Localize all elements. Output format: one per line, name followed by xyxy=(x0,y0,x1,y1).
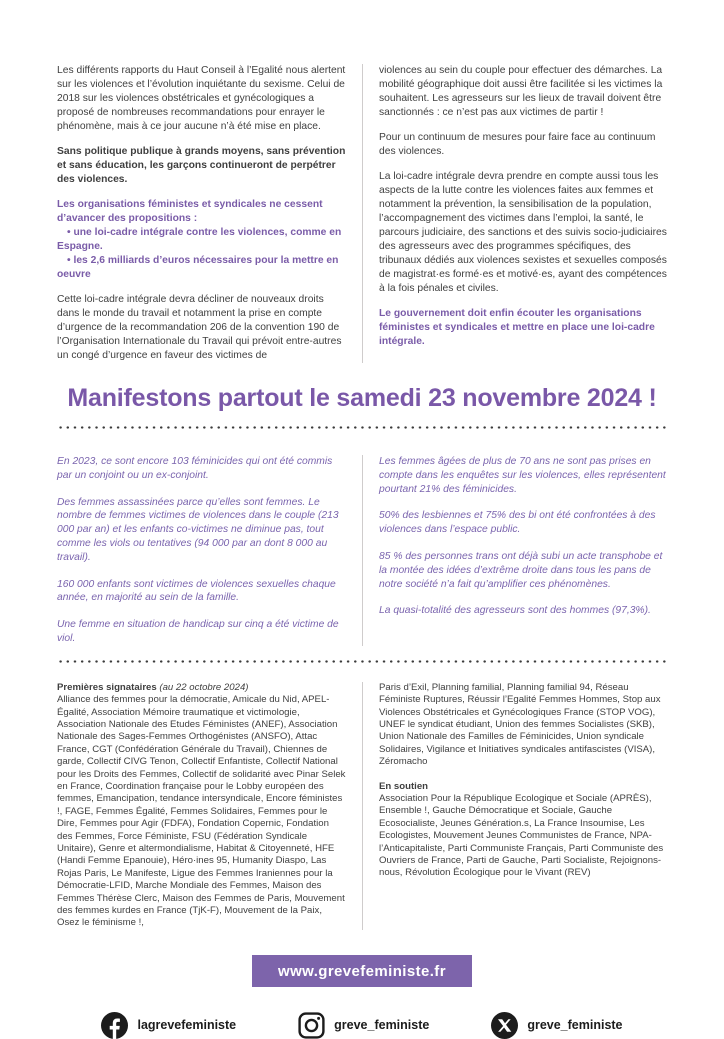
signatories-date-note: (au 22 octobre 2024) xyxy=(156,681,249,693)
support-heading-line xyxy=(379,781,667,793)
intro-paragraph-1: Les différents rapports du Haut Conseil à l’Egalité nous alertent sur les violences et l’évolution inquiétante du sexisme. Celui de 2018 sur les violences obstétricales et gynécologiques a proposé de nombreuses recommandations pour enrayer le phénomène, mais à ce jour aucune n’à été mise en place. xyxy=(57,65,346,132)
signatories-left-column xyxy=(57,682,362,930)
website-button[interactable]: www.grevefeministe.fr xyxy=(252,955,472,987)
dotted-divider-bottom xyxy=(57,660,667,663)
dotted-divider-top xyxy=(57,426,667,429)
x-icon xyxy=(491,1012,518,1039)
signatories-heading-line xyxy=(57,682,346,694)
signatories-heading: Premières signataires xyxy=(57,681,157,693)
instagram-handle: greve_feministe xyxy=(334,1018,430,1033)
support-heading: En soutien xyxy=(379,780,429,792)
support-list: Association Pour la République Ecologique et Sociale (APRÈS), Ensemble !, Gauche Démocratique et Sociale, Gauche Ecosocialiste, Jeunes Génération.s, La France Insoumise, Les Ecologistes, Mouvement Jeunes Communistes de France, NPA-l’Anticapitaliste, Parti Communiste Français, Parti Communiste des Ouvriers de France, Parti de Gauche, Parti Socialiste, Rejoignons-nous, Révolution Écologique pour le Vivant (REV) xyxy=(379,793,664,879)
instagram-icon xyxy=(298,1012,325,1039)
stat-lesbian-bi: 50% des lesbiennes et 75% des bi ont été confrontées à des violences dans l’espace public. xyxy=(379,510,656,536)
intro-right-column xyxy=(362,64,667,363)
intro-paragraph-2-bold: Sans politique publique à grands moyens, sans prévention et sans éducation, les garçons continueront de perpétrer des violences. xyxy=(57,146,346,185)
government-call-paragraph: Le gouvernement doit enfin écouter les organisations féministes et syndicales et mettre en place une loi-cadre intégrale. xyxy=(379,308,655,347)
proposal-item: • les 2,6 milliards d’euros nécessaires pour la mettre en oeuvre xyxy=(57,254,346,282)
instagram-link[interactable] xyxy=(298,1012,429,1039)
social-row xyxy=(57,1012,667,1039)
intro-paragraph-7: La loi-cadre intégrale devra prendre en compte aussi tous les aspects de la lutte contre les violences faites aux femmes et notamment la prévention, la sensibilisation de la population, l’accompagnement des victimes dans l’emploi, la santé, le parcours judiciaire, des sanctions et des suivis socio-judiciaires des agresseurs avec des programmes spécifiques, des tribunaux dédiés aux violences sexistes et sexuelles composés de magistrat·es formé·es et motivé·es, ayant des compétences à la fois pénales et civiles. xyxy=(379,171,667,294)
facebook-icon xyxy=(101,1012,128,1039)
signatories-section xyxy=(57,682,667,930)
intro-left-column xyxy=(57,64,362,363)
x-handle: greve_feministe xyxy=(527,1018,623,1033)
proposal-item: • une loi-cadre intégrale contre les violences, comme en Espagne. xyxy=(57,226,346,254)
proposals-lead: Les organisations féministes et syndicales ne cessent d’avancer des propositions : xyxy=(57,199,323,224)
stats-section xyxy=(57,455,667,646)
stats-right-column xyxy=(362,455,667,646)
stat-handicap: Une femme en situation de handicap sur cinq a été victime de viol. xyxy=(57,619,339,644)
stat-aggressors: La quasi-totalité des agresseurs sont des hommes (97,3%). xyxy=(379,605,651,617)
proposals-list xyxy=(57,226,346,282)
signatories-list-left: Alliance des femmes pour la démocratie, Amicale du Nid, APEL-Égalité, Association Mémoire traumatique et victimologie, Association Nationale des Etudes Féministes (ANEF), Association Nationale des Sages-Femmes Orthogénistes (ANSFO), Attac France, CGT (Confédération Générale du Travail), Chiennes de garde, Collectif CIVG Tenon, Collectif Enfantiste, Collectif National pour les Droits des Femmes, Collectif de solidarité avec Pinar Selek en France, Coordination française pour le Lobby européen des femmes, Emancipation, tendance intersyndicale, Encore féministes !, FAGE, Femmes Égalité, Femmes Solidaires, Femmes pour le Dire, Femmes pour Agir (FDFA), Fondation Copernic, Fondation des Femmes, Force Féministe, FSU (Fédération Syndicale Unitaire), Genre et altermondialisme, Habitat & Citoyenneté, HFE (Handi Femme Epanouie), Héro·ines 95, Humanity Diaspo, Las Rojas Paris, Le Manifeste, Ligue des Femmes Iraniennes pour la Démocratie-LFID, Marche Mondiale des Femmes, Maison des Femmes Thérèse Clerc, Maison des Femmes de Paris, Mouvement des femmes kurdes en France (TjK-F), Mouvement de la Paix, Osez le féminisme !, xyxy=(57,694,346,929)
x-link[interactable] xyxy=(491,1012,622,1039)
stat-trans: 85 % des personnes trans ont déjà subi un acte transphobe et la montée des idées d’extrême droite dans tous les pans de notre société n’a fait qu’amplifier ces phénomènes. xyxy=(379,550,663,590)
signatories-list-right: Paris d’Exil, Planning familial, Planning familial 94, Réseau Féministe Ruptures, Réussir l’Egalité Femmes Hommes, Stop aux Violences Obstétricales et Gynécologiques France (STOP VOG), UNEF le syndicat étudiant, Union des femmes Socialistes (SKB), Union Nationale des Familles de Féminicides, Union syndicale Solidaires, Vigilance et Initiatives syndicales antifascistes (VISA), Zéromacho xyxy=(379,681,661,768)
intro-section xyxy=(57,64,667,363)
facebook-link[interactable] xyxy=(101,1012,236,1039)
intro-paragraph-6: Pour un continuum de mesures pour faire face au continuum des violences. xyxy=(379,132,656,157)
banner-title: Manifestons partout le samedi 23 novembre 2024 ! xyxy=(67,384,657,412)
intro-paragraph-4: Cette loi-cadre intégrale devra décliner de nouveaux droits dans le monde du travail et notamment la prise en compte d’urgence de la recommandation 206 de la convention 190 de l’Organisation Internationale du Travail qui prévoit entre-autres un congé d’urgence en faveur des victimes de xyxy=(57,294,342,361)
stat-children: 160 000 enfants sont victimes de violences sexuelles chaque année, en majorité au sein de la famille. xyxy=(57,578,336,604)
stats-left-column xyxy=(57,455,362,646)
facebook-handle: lagrevefeministe xyxy=(137,1018,237,1033)
intro-paragraph-5: violences au sein du couple pour effectuer des démarches. La mobilité géographique doit aussi être facilitée si les victimes la souhaitent. Les agresseurs sur les lieux de travail doivent être sanctionnés : ce n’est pas aux victimes de partir ! xyxy=(379,65,663,118)
stat-elderly-women: Les femmes âgées de plus de 70 ans ne sont pas prises en compte dans les enquêtes sur les violences, elles représentent pourtant 21% des féminicides. xyxy=(379,456,666,495)
stat-couple-violence: Des femmes assassinées parce qu’elles sont femmes. Le nombre de femmes victimes de violences dans le couple (213 000 par an) et les enfants co-victimes ne diminue pas, tout comme les viols ou tentatives (94 000 par an dont 8 000 au travail). xyxy=(57,496,339,563)
stat-feminicides: En 2023, ce sont encore 103 féminicides qui ont été commis par un conjoint ou un ex-conjoint. xyxy=(57,456,333,481)
signatories-right-column xyxy=(362,682,667,930)
